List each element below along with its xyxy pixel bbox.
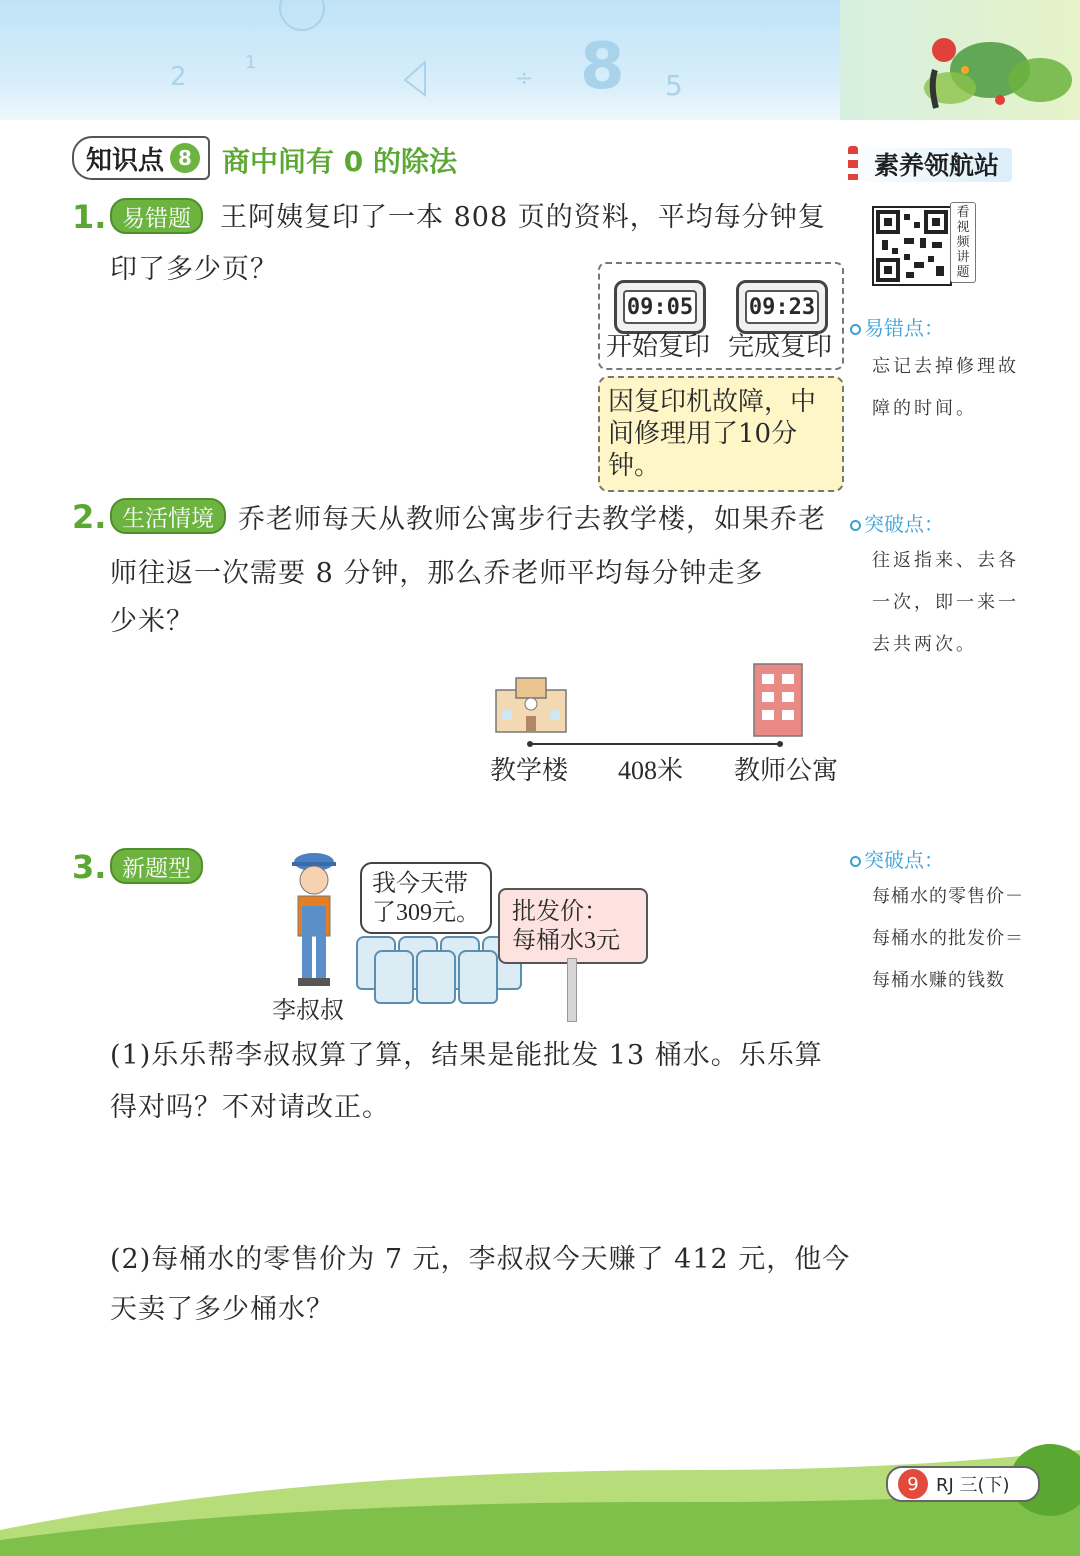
sidebar-note-body: 往返指来、去各 一次，即一来一 去共两次。 — [872, 550, 1019, 655]
knowledge-number: 8 — [170, 143, 200, 173]
page-number: 9 — [898, 1469, 928, 1499]
question-number: 3. — [72, 848, 107, 886]
subquestion-text: 天卖了多少桶水？ — [110, 1294, 334, 1325]
question-tag: 易错题 — [110, 198, 203, 234]
clock-end-time: 09:23 — [745, 290, 819, 324]
question-tag: 新题型 — [110, 848, 203, 884]
svg-text:2: 2 — [170, 62, 187, 92]
person-label: 李叔叔 — [272, 996, 344, 1024]
clock-start-time: 09:05 — [623, 290, 697, 324]
sidebar-note-body: 忘记去掉修理故 障的时间。 — [872, 356, 1019, 419]
sign-pole — [567, 958, 577, 1022]
school-label: 教学楼 — [490, 756, 569, 786]
question-number: 1. — [72, 198, 107, 236]
worker-illustration — [284, 852, 354, 992]
svg-text:8: 8 — [580, 30, 625, 104]
knowledge-label: 知识点 — [86, 145, 165, 176]
question-text: 少米？ — [110, 606, 194, 637]
speech-bubble: 我今天带 了309元。 — [360, 862, 492, 934]
water-bottle-icon — [458, 950, 498, 1004]
route-illustration — [490, 660, 820, 760]
repair-note-line: 因复印机故障，中 — [608, 387, 817, 417]
svg-text:1: 1 — [245, 52, 257, 73]
water-bottles-front — [374, 950, 498, 1004]
bullet-icon — [850, 856, 861, 867]
knowledge-point-badge — [72, 136, 210, 180]
question-number: 2. — [72, 498, 107, 536]
repair-note — [598, 376, 844, 492]
water-bottle-icon — [374, 950, 414, 1004]
apartment-label: 教师公寓 — [734, 756, 839, 786]
subquestion-text: (2)每桶水的零售价为 7 元，李叔叔今天赚了 412 元，他今 — [110, 1244, 851, 1275]
water-bottle-icon — [416, 950, 456, 1004]
qr-label: 看视频讲题 — [950, 202, 976, 283]
svg-text:÷: ÷ — [515, 66, 534, 91]
subquestion-text: (1)乐乐帮李叔叔算了算，结果是能批发 13 桶水。乐乐算 — [110, 1040, 823, 1071]
question-text: 王阿姨复印了一本 808 页的资料，平均每分钟复 — [220, 202, 826, 233]
math-symbols-decoration — [60, 0, 760, 110]
svg-text:5: 5 — [665, 69, 683, 102]
section-title: 商中间有 0 的除法 — [222, 145, 457, 178]
start-caption: 开始复印 — [606, 332, 711, 362]
edition-label: RJ 三(下) — [936, 1475, 1010, 1496]
question-text: 乔老师每天从教师公寓步行去教学楼，如果乔老 — [238, 504, 826, 535]
school-building-icon — [496, 678, 566, 732]
sidebar-note-head: 突破点： — [850, 508, 944, 537]
apartment-building-icon — [754, 664, 802, 736]
price-sign: 批发价： 每桶水3元 — [498, 888, 648, 964]
sidebar-title: 素养领航站 — [874, 151, 1000, 180]
qr-code-icon — [874, 208, 950, 284]
sidebar-note-head: 易错点： — [850, 312, 944, 341]
sidebar-note-head: 突破点： — [850, 844, 944, 873]
end-caption: 完成复印 — [728, 332, 833, 362]
subquestion-text: 得对吗？不对请改正。 — [110, 1092, 390, 1123]
sidebar-note-body: 每桶水的零售价－ 每桶水的批发价＝ 每桶水赚的钱数 — [872, 886, 1024, 991]
question-text: 师往返一次需要 8 分钟，那么乔老师平均每分钟走多 — [110, 558, 764, 589]
leaf-illustration — [840, 0, 1080, 120]
plant-decoration — [840, 0, 1080, 120]
distance-label: 408米 — [618, 756, 684, 785]
lighthouse-icon — [848, 146, 858, 180]
question-tag: 生活情境 — [110, 498, 226, 534]
question-text: 印了多少页？ — [110, 254, 278, 285]
bullet-icon — [850, 520, 861, 531]
bullet-icon — [850, 324, 861, 335]
page-indicator — [886, 1466, 1040, 1502]
repair-note-line: 间修理用了10分钟。 — [608, 419, 798, 481]
qr-code[interactable] — [872, 206, 952, 286]
